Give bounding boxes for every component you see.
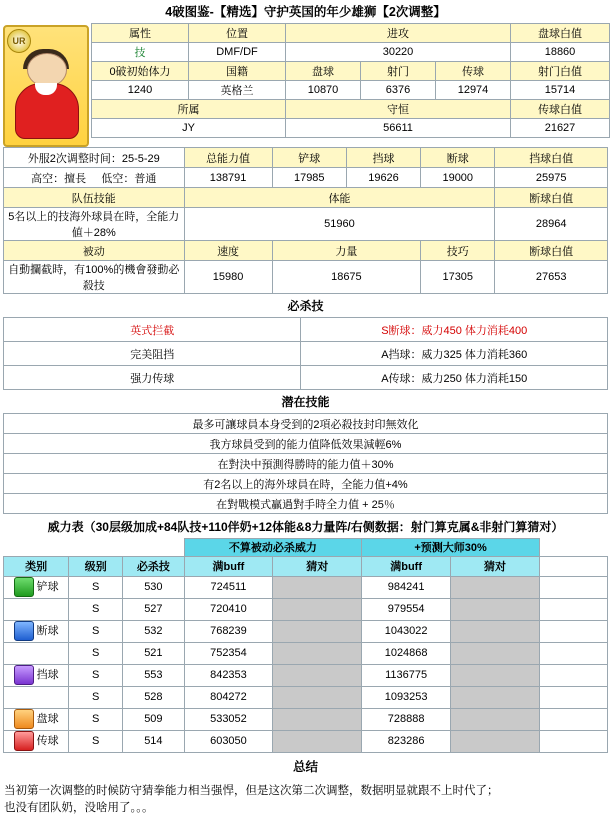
dangqiu-icon	[14, 665, 34, 685]
passive-label: 被动	[4, 241, 185, 261]
power-table-title: 威力表（30层级加成+84队技+110伴奶+12体能&8力量阵/右侧数据：射门算克属&非射门算猜对）	[0, 514, 611, 538]
table-row	[4, 576, 608, 598]
team-skill-text: 5名以上的技海外球員在時，全能力値＋28%	[4, 208, 185, 241]
summary-line-2: 也没有团队奶，没啥用了。。。	[4, 800, 607, 817]
row-grade-5: S	[69, 664, 123, 686]
duanqiu-value: 19000	[421, 168, 495, 188]
technique-value: 17305	[421, 261, 495, 294]
row-type-label-3: 断球	[37, 625, 59, 637]
speed-header: 速度	[184, 241, 272, 261]
row-grade-2: S	[69, 598, 123, 620]
panqiu-white-value: 18860	[511, 43, 610, 62]
table-row	[4, 318, 608, 342]
potential-item-4: 有2名以上的海外球員在時，全能力值+4%	[4, 474, 608, 494]
dangqiu-value: 19626	[346, 168, 420, 188]
row-extra-2	[539, 598, 607, 620]
row-guess-6	[273, 686, 362, 708]
dangqiu-header: 挡球	[346, 148, 420, 168]
position-value: DMF/DF	[189, 43, 286, 62]
table-row	[4, 168, 608, 188]
row-buff-7: 533052	[184, 708, 273, 730]
row-extra-7	[539, 708, 607, 730]
table-row	[4, 148, 608, 168]
ground-label: 低空：普通	[101, 173, 156, 185]
group-header-2: +预测大师30%	[362, 539, 540, 557]
tineng-white-value: 27653	[495, 261, 608, 294]
table-row	[4, 474, 608, 494]
potential-item-5: 在對戰模式贏過對手時全力值 + 25％	[4, 494, 608, 514]
rarity-badge: UR	[7, 29, 31, 53]
tineng-white-label: 断球白值	[495, 241, 608, 261]
row-buff-1: 724511	[184, 576, 273, 598]
offense-value: 30220	[286, 43, 511, 62]
summary-text	[0, 777, 611, 827]
player-card-art	[3, 25, 89, 147]
chanqiu-value: 17985	[272, 168, 346, 188]
table-row	[92, 100, 610, 119]
col-header-buff-2: 满buff	[362, 556, 451, 576]
table-row	[4, 454, 608, 474]
table-row	[4, 708, 608, 730]
row-guess-5	[273, 664, 362, 686]
table-row	[4, 620, 608, 642]
table-row	[92, 62, 610, 81]
duanqiu-white-value: 28964	[495, 208, 608, 241]
panqiu-value: 10870	[286, 81, 361, 100]
attribute-value: 技	[92, 43, 189, 62]
row-type-8	[4, 730, 69, 752]
page-title: 4破图鉴-【精选】守护英国的年少雄狮【2次调整】	[0, 0, 611, 23]
duanqiu-icon	[14, 621, 34, 641]
row-buff2-8: 823286	[362, 730, 451, 752]
row-guess2-4	[451, 642, 540, 664]
row-buff2-1: 984241	[362, 576, 451, 598]
panqiu-header: 盘球	[286, 62, 361, 81]
row-grade-1: S	[69, 576, 123, 598]
chuanqiu-white-value: 21627	[511, 119, 610, 138]
row-buff2-3: 1043022	[362, 620, 451, 642]
passive-text: 自動攔截時，有100%的機會發動必殺技	[4, 261, 185, 294]
row-grade-7: S	[69, 708, 123, 730]
row-skill-2: 527	[123, 598, 184, 620]
col-header-type: 类别	[4, 556, 69, 576]
row-extra-8	[539, 730, 607, 752]
spacer-cell-3	[123, 539, 184, 557]
ultimate-name-1: 英式拦截	[4, 318, 301, 342]
power-table	[3, 538, 608, 753]
col-header-guess-2: 猜对	[451, 556, 540, 576]
table-row	[4, 642, 608, 664]
ultimate-table	[3, 317, 608, 390]
initial-stamina-label: 0破初始体力	[92, 62, 189, 81]
row-buff-2: 720410	[184, 598, 273, 620]
attribute-label: 属性	[92, 24, 189, 43]
ultimate-detail-3: A传球：威力250 体力消耗150	[301, 366, 608, 390]
table-row	[92, 43, 610, 62]
row-type-label-5: 挡球	[37, 669, 59, 681]
row-guess-3	[273, 620, 362, 642]
belong-label: 所属	[92, 100, 286, 119]
spacer-cell-4	[539, 539, 607, 557]
row-guess2-6	[451, 686, 540, 708]
adjust-time-label: 外服2次调整时间：25-5-29	[4, 148, 185, 168]
summary-header: 总结	[0, 753, 611, 777]
head-shape	[27, 53, 67, 87]
defense-value: 56611	[286, 119, 511, 138]
table-row	[92, 119, 610, 138]
shemen-header: 射门	[361, 62, 436, 81]
row-buff2-7: 728888	[362, 708, 451, 730]
row-guess2-2	[451, 598, 540, 620]
initial-stamina-value: 1240	[92, 81, 189, 100]
player-illustration	[13, 53, 79, 139]
potential-table	[3, 413, 608, 514]
table-row	[92, 81, 610, 100]
row-buff2-5: 1136775	[362, 664, 451, 686]
row-guess-7	[273, 708, 362, 730]
row-skill-3: 532	[123, 620, 184, 642]
table-row	[4, 598, 608, 620]
table-row	[4, 730, 608, 752]
row-extra-1	[539, 576, 607, 598]
position-label: 位置	[189, 24, 286, 43]
total-power-label: 总能力值	[184, 148, 272, 168]
row-type-label-7: 盘球	[37, 713, 59, 725]
chuanqiu-header: 传球	[436, 62, 511, 81]
table-row	[4, 494, 608, 514]
top-section	[0, 23, 611, 147]
card-art-container	[0, 23, 91, 147]
row-guess-8	[273, 730, 362, 752]
row-buff2-2: 979554	[362, 598, 451, 620]
table-row	[4, 686, 608, 708]
row-buff2-6: 1093253	[362, 686, 451, 708]
power-header: 力量	[272, 241, 421, 261]
table-row	[4, 208, 608, 241]
row-skill-6: 528	[123, 686, 184, 708]
row-skill-7: 509	[123, 708, 184, 730]
chanqiu-header: 铲球	[272, 148, 346, 168]
row-guess2-1	[451, 576, 540, 598]
dangqiu-white-value: 25975	[495, 168, 608, 188]
row-guess2-7	[451, 708, 540, 730]
row-skill-5: 553	[123, 664, 184, 686]
row-guess-2	[273, 598, 362, 620]
power-value: 18675	[272, 261, 421, 294]
stats-grid-container	[91, 23, 611, 138]
col-header-skill: 必杀技	[123, 556, 184, 576]
shemen-value: 6376	[361, 81, 436, 100]
potential-item-3: 在對決中預測得勝時的能力值＋30%	[4, 454, 608, 474]
row-buff-3: 768239	[184, 620, 273, 642]
table-row	[4, 366, 608, 390]
table-row	[4, 539, 608, 557]
tineng-value: 51960	[184, 208, 495, 241]
country-label: 国籍	[189, 62, 286, 81]
col-header-guess-1: 猜对	[273, 556, 362, 576]
team-skill-label: 队伍技能	[4, 188, 185, 208]
offense-label: 进攻	[286, 24, 511, 43]
table-row	[4, 342, 608, 366]
table-row	[4, 556, 608, 576]
row-grade-3: S	[69, 620, 123, 642]
row-guess-1	[273, 576, 362, 598]
duanqiu-header: 断球	[421, 148, 495, 168]
ultimate-name-2: 完美阻挡	[4, 342, 301, 366]
potential-section-header: 潜在技能	[0, 390, 611, 413]
row-type-7	[4, 708, 69, 730]
chuanqiu-value: 12974	[436, 81, 511, 100]
row-type-label-8: 传球	[37, 735, 59, 747]
row-skill-4: 521	[123, 642, 184, 664]
spacer-cell-2	[69, 539, 123, 557]
row-guess2-3	[451, 620, 540, 642]
summary-line-1: 当初第一次调整的时候防守猜拳能力相当强悍，但是这次第二次调整，数据明显就跟不上时代了；	[4, 783, 607, 800]
total-power-value: 138791	[184, 168, 272, 188]
speed-value: 15980	[184, 261, 272, 294]
row-type-3	[4, 620, 69, 642]
row-type-5	[4, 664, 69, 686]
defense-label: 守恒	[286, 100, 511, 119]
row-extra-4	[539, 642, 607, 664]
chanqiu-icon	[14, 577, 34, 597]
panqiu-icon	[14, 709, 34, 729]
row-grade-4: S	[69, 642, 123, 664]
shemen-white-value: 15714	[511, 81, 610, 100]
row-skill-1: 530	[123, 576, 184, 598]
row-type-4	[4, 642, 69, 664]
ultimate-detail-2: A挡球：威力325 体力消耗360	[301, 342, 608, 366]
row-buff-6: 804272	[184, 686, 273, 708]
country-value: 英格兰	[189, 81, 286, 100]
row-guess-4	[273, 642, 362, 664]
table-row	[4, 241, 608, 261]
spacer-cell	[4, 539, 69, 557]
shemen-white-label: 射门白值	[511, 62, 610, 81]
air-ground-label	[4, 168, 185, 188]
table-row	[4, 664, 608, 686]
potential-item-2: 我方球員受到的能力值降低效果減輕6%	[4, 434, 608, 454]
table-row	[92, 24, 610, 43]
row-buff-5: 842353	[184, 664, 273, 686]
ultimate-detail-1: S断球：威力450 体力消耗400	[301, 318, 608, 342]
row-buff2-4: 1024868	[362, 642, 451, 664]
row-grade-8: S	[69, 730, 123, 752]
table-row	[4, 414, 608, 434]
col-header-buff-1: 满buff	[184, 556, 273, 576]
belong-value: JY	[92, 119, 286, 138]
table-row	[4, 434, 608, 454]
stats-table	[91, 23, 610, 138]
row-type-6	[4, 686, 69, 708]
row-type-2	[4, 598, 69, 620]
chuanqiu-white-label: 传球白值	[511, 100, 610, 119]
technique-header: 技巧	[421, 241, 495, 261]
row-grade-6: S	[69, 686, 123, 708]
air-label: 高空：擅長	[31, 173, 86, 185]
row-buff-8: 603050	[184, 730, 273, 752]
ultimate-name-3: 强力传球	[4, 366, 301, 390]
row-guess2-5	[451, 664, 540, 686]
dangqiu-white-label: 挡球白值	[495, 148, 608, 168]
table-row	[4, 188, 608, 208]
col-header-grade: 级别	[69, 556, 123, 576]
lower-stats-table	[3, 147, 608, 294]
row-type-1	[4, 576, 69, 598]
potential-item-1: 最多可讓球員本身受到的2項必殺技封印無效化	[4, 414, 608, 434]
tineng-label: 体能	[184, 188, 495, 208]
panqiu-white-label: 盘球白值	[511, 24, 610, 43]
table-row	[4, 261, 608, 294]
ultimate-section-header: 必杀技	[0, 294, 611, 317]
row-extra-6	[539, 686, 607, 708]
duanqiu-white-label: 断球白值	[495, 188, 608, 208]
chuanqiu-icon	[14, 731, 34, 751]
row-skill-8: 514	[123, 730, 184, 752]
row-guess2-8	[451, 730, 540, 752]
col-header-extra	[539, 556, 607, 576]
group-header-1: 不算被动必杀威力	[184, 539, 362, 557]
row-extra-3	[539, 620, 607, 642]
row-type-label-1: 铲球	[37, 581, 59, 593]
row-extra-5	[539, 664, 607, 686]
row-buff-4: 752354	[184, 642, 273, 664]
